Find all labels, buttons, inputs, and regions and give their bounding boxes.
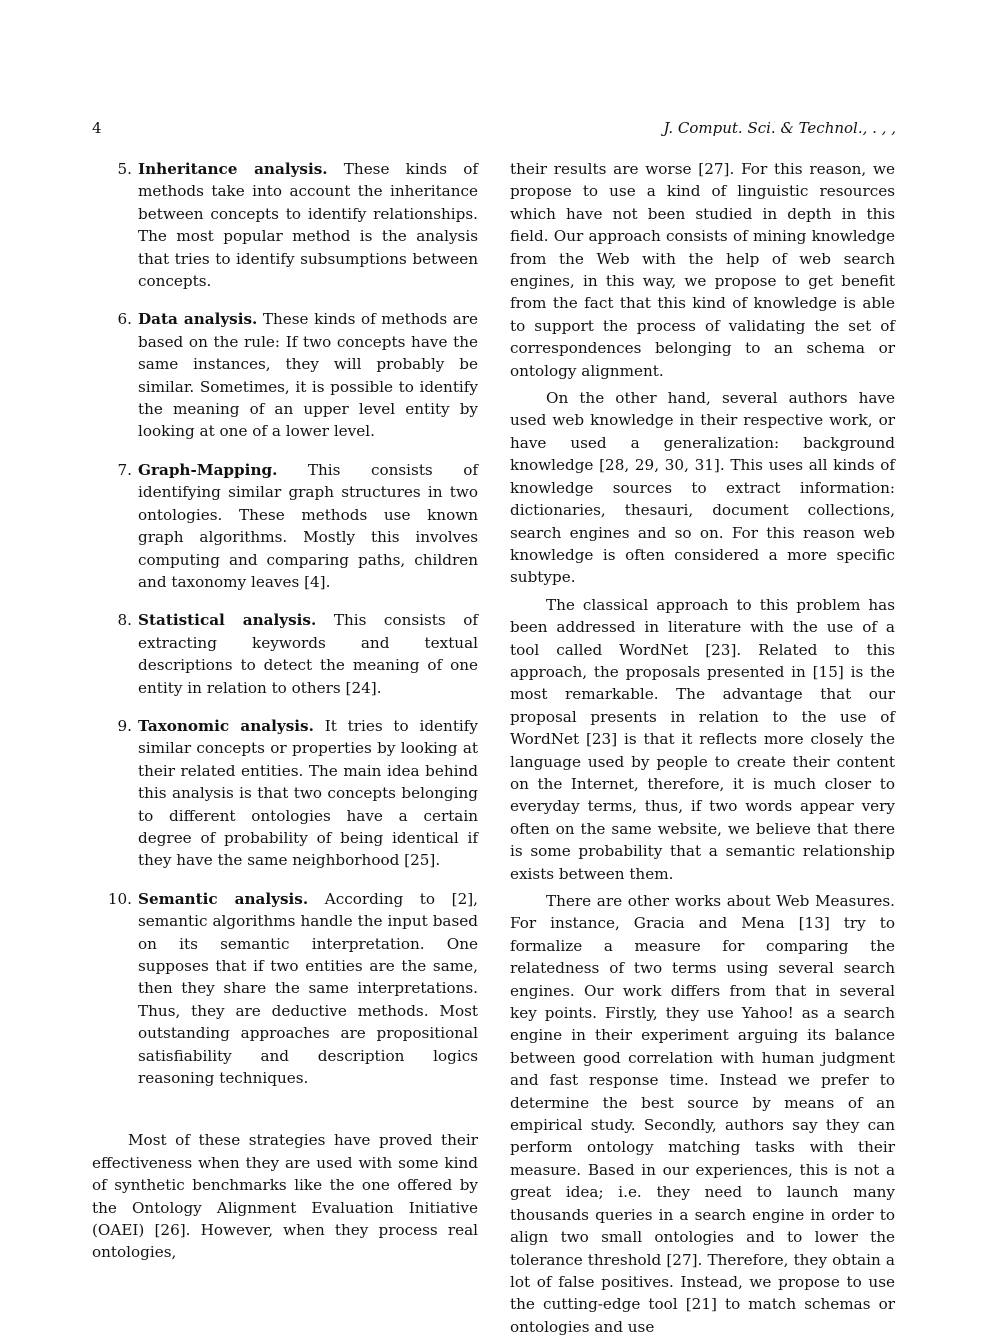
list-item xyxy=(92,158,478,292)
left-column xyxy=(92,158,478,1264)
list-item-title: Data analysis. xyxy=(138,310,258,329)
list-item-text: This consists of extracting keywords and textual descriptions to detect the meaning of one entity in relation to others [24]. xyxy=(138,611,478,697)
running-header xyxy=(92,119,896,143)
body-paragraph: On the other hand, several authors have used web knowledge in their respective work, or have used a generalization: background knowledge [28, 29, 30, 31]. This uses all kinds of knowledge sources to extract information: dictionaries, thesauri, document collections, search engines and so on. For this reason web knowledge is often considered a more specific subtype. xyxy=(510,389,895,587)
list-item-title: Semantic analysis. xyxy=(138,889,309,908)
list-item-body xyxy=(138,158,478,292)
page-number: 4 xyxy=(92,119,102,137)
journal-title: J. Comput. Sci. & Technol., . , , xyxy=(663,119,896,137)
list-item-text: This consists of identifying similar graph structures in two ontologies. These methods use known graph algorithms. Mostly this involves computing and comparing paths, children and taxonomy leaves [4]. xyxy=(138,460,478,591)
list-item-title: Graph-Mapping. xyxy=(138,460,278,479)
list-item-text: It tries to identify similar concepts or properties by looking at their related entities. The main idea behind this analysis is that two concepts belonging to different ontologies have a certain degree of probability of being identical if they have the same neighborhood [25]. xyxy=(138,716,478,870)
list-item xyxy=(92,609,478,699)
list-item-text: According to [2], semantic algorithms handle the input based on its semantic interpretation. One supposes that if two entities are the same, then they share the same interpretations. Thus, they are deductive methods. Most outstanding approaches are propositional satisfiability and description logics reasoning techniques. xyxy=(138,889,478,1088)
list-item xyxy=(92,888,478,1090)
list-item-text: These kinds of methods are based on the rule: If two concepts have the same instances, they will probably be similar. Sometimes, it is possible to identify the meaning of an upper level entity by looking at one of a lower level. xyxy=(138,310,478,441)
list-item-title: Inheritance analysis. xyxy=(138,160,328,178)
list-item-title: Taxonomic analysis. xyxy=(138,716,314,735)
closing-paragraph: Most of these strategies have proved their effectiveness when they are used with some kind of synthetic benchmarks like the one offered by the Ontology Alignment Evaluation Initiative (OAEI) [26]. However, when they process real ontologies, xyxy=(92,1131,478,1262)
list-item xyxy=(92,459,478,593)
method-list xyxy=(92,158,478,1089)
list-item-number: 7. xyxy=(117,460,132,479)
list-item-text: These kinds of methods take into account the inheritance between concepts to identify relationships. The most popular method is the analysis that tries to identify subsumptions between concepts. xyxy=(138,160,478,291)
list-item-number: 10. xyxy=(107,889,132,908)
body-paragraph: The classical approach to this problem has been addressed in literature with the use of a tool called WordNet [23]. Related to this approach, the proposals presented in [15] is the most remarkable. The advantage that our proposal presents in relation to the use of WordNet [23] is that it reflects more closely the language used by people to create their content on the Internet, therefore, it is much closer to everyday terms, thus, if two words appear very often on the same website, we believe that there is some probability that a semantic relationship exists between them. xyxy=(510,595,895,883)
list-item-body xyxy=(138,308,478,442)
list-item-number: 8. xyxy=(117,611,132,630)
list-item-title: Statistical analysis. xyxy=(138,611,317,630)
list-item-number: 9. xyxy=(117,716,132,735)
list-item-number: 6. xyxy=(117,310,132,329)
list-item-body xyxy=(138,459,478,593)
list-item-number: 5. xyxy=(117,160,132,178)
list-item xyxy=(92,715,478,872)
right-column xyxy=(510,158,895,1338)
body-paragraph: their results are worse [27]. For this reason, we propose to use a kind of linguistic resources which have not been studied in depth in this field. Our approach consists of mining knowledge from the Web with the help of web search engines, in this way, we propose to get benefit from the fact that this kind of knowledge is able to support the process of validating the set of correspondences belonging to an schema or ontology alignment. xyxy=(510,160,895,380)
body-paragraph: There are other works about Web Measures. For instance, Gracia and Mena [13] try to formalize a measure for comparing the relatedness of two terms using several search engines. Our work differs from that in several key points. Firstly, they use Yahoo! as a search engine in their experiment arguing its balance between good correlation with human judgment and fast response time. Instead we prefer to determine the best source by means of an empirical study. Secondly, authors say they can perform ontology matching tasks with their measure. Based in our experiences, this is not a great idea; i.e. they need to launch many thousands queries in a search engine in order to align two small ontologies and to lower the tolerance threshold [27]. Therefore, they obtain a lot of false positives. Instead, we propose to use the cutting-edge tool [21] to match schemas or ontologies and use xyxy=(510,892,895,1336)
list-item xyxy=(92,308,478,442)
list-item-body xyxy=(138,609,478,699)
list-item-body xyxy=(138,888,478,1090)
list-item-body xyxy=(138,715,478,872)
